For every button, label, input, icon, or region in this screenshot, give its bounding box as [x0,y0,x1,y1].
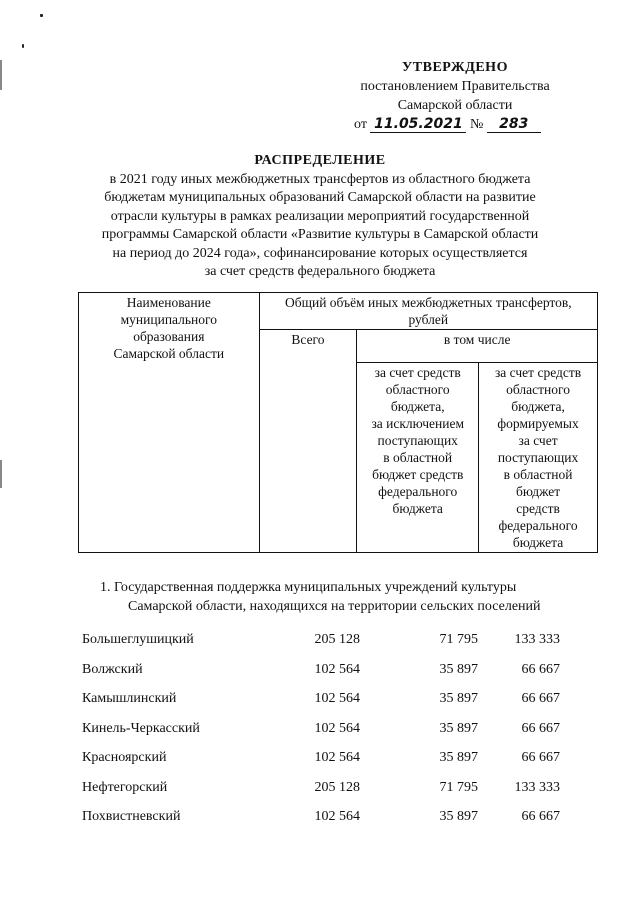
row-total: 102 564 [314,750,360,765]
title-line: на период до 2024 года», софинансирование которых осуществляется [112,245,528,261]
row-total: 102 564 [314,720,360,736]
row-federal: 66 667 [521,691,560,706]
row-federal: 133 333 [514,632,560,647]
table-row [82,748,602,778]
row-name: Кинель-Черкасский [82,720,200,736]
table-row [82,807,602,837]
scan-speck [22,44,24,48]
table-row [82,719,602,749]
row-name: Большеглушицкий [82,632,194,647]
row-name: Нефтегорский [82,779,168,795]
row-name: Похвистневский [82,809,181,824]
title-line: отрасли культуры в рамках реализации мероприятий государственной [110,208,530,224]
header-federal: за счет средств областного бюджета, формируемых за счет поступающих в областной бюджет средств федерального бюджета [479,363,598,553]
row-regional: 71 795 [439,632,478,647]
header-regional: за счет средств областного бюджета, за исключением поступающих в областной бюджет средств федерального бюджета [357,363,479,553]
title-line: в 2021 году иных межбюджетных трансфертов из областного бюджета [109,171,531,187]
section-line: 1. Государственная поддержка муниципальных учреждений культуры [100,580,517,595]
handwritten-date: 11.05.2021 [370,116,466,133]
header-all: Всего [259,330,357,553]
row-federal: 66 667 [521,809,560,824]
title-line: бюджетам муниципальных образований Самарской области на развитие [104,190,536,205]
data-rows [82,630,602,837]
row-federal: 66 667 [521,750,560,765]
scan-edge-mark [0,460,2,488]
row-total: 102 564 [314,661,360,677]
row-regional: 35 897 [439,750,478,765]
approval-block [350,58,560,134]
row-regional: 35 897 [439,661,478,677]
table-row [82,689,602,719]
header-total-group: Общий объём иных межбюджетных трансфертов, рублей [259,293,597,330]
row-federal: 66 667 [521,661,560,677]
row-total: 102 564 [314,691,360,706]
number-label: № [469,117,484,132]
handwritten-number: 283 [487,116,541,133]
from-label: от [354,117,367,132]
row-regional: 71 795 [439,779,478,795]
title-line: программы Самарской области «Развитие культуры в Самарской области [101,227,539,242]
row-regional: 35 897 [439,691,478,706]
header-municipality: Наименование муниципального образования Самарской области [79,293,260,553]
row-regional: 35 897 [439,809,478,824]
title-line: за счет средств федерального бюджета [204,264,436,279]
row-total: 205 128 [314,779,360,795]
row-name: Волжский [82,661,143,677]
approval-line: Самарской области [397,98,513,113]
scan-edge-mark [0,60,2,90]
scan-speck [40,14,43,17]
section-heading [100,578,600,616]
row-federal: 133 333 [514,779,560,795]
section-line: Самарской области, находящихся на территории сельских поселений [128,599,541,614]
row-total: 102 564 [314,809,360,824]
table-header [78,292,598,553]
row-name: Камышлинский [82,691,177,706]
approval-line: постановлением Правительства [360,79,550,94]
title-heading: РАСПРЕДЕЛЕНИЕ [254,153,386,168]
approval-date-line [350,115,560,134]
row-regional: 35 897 [439,720,478,736]
row-total: 205 128 [314,632,360,647]
approval-heading: УТВЕРЖДЕНО [402,60,508,75]
document-title [60,152,580,282]
header-including: в том числе [357,330,598,363]
table-row [82,778,602,808]
row-federal: 66 667 [521,720,560,736]
table-row [82,630,602,660]
table-row [82,660,602,690]
row-name: Красноярский [82,750,167,765]
